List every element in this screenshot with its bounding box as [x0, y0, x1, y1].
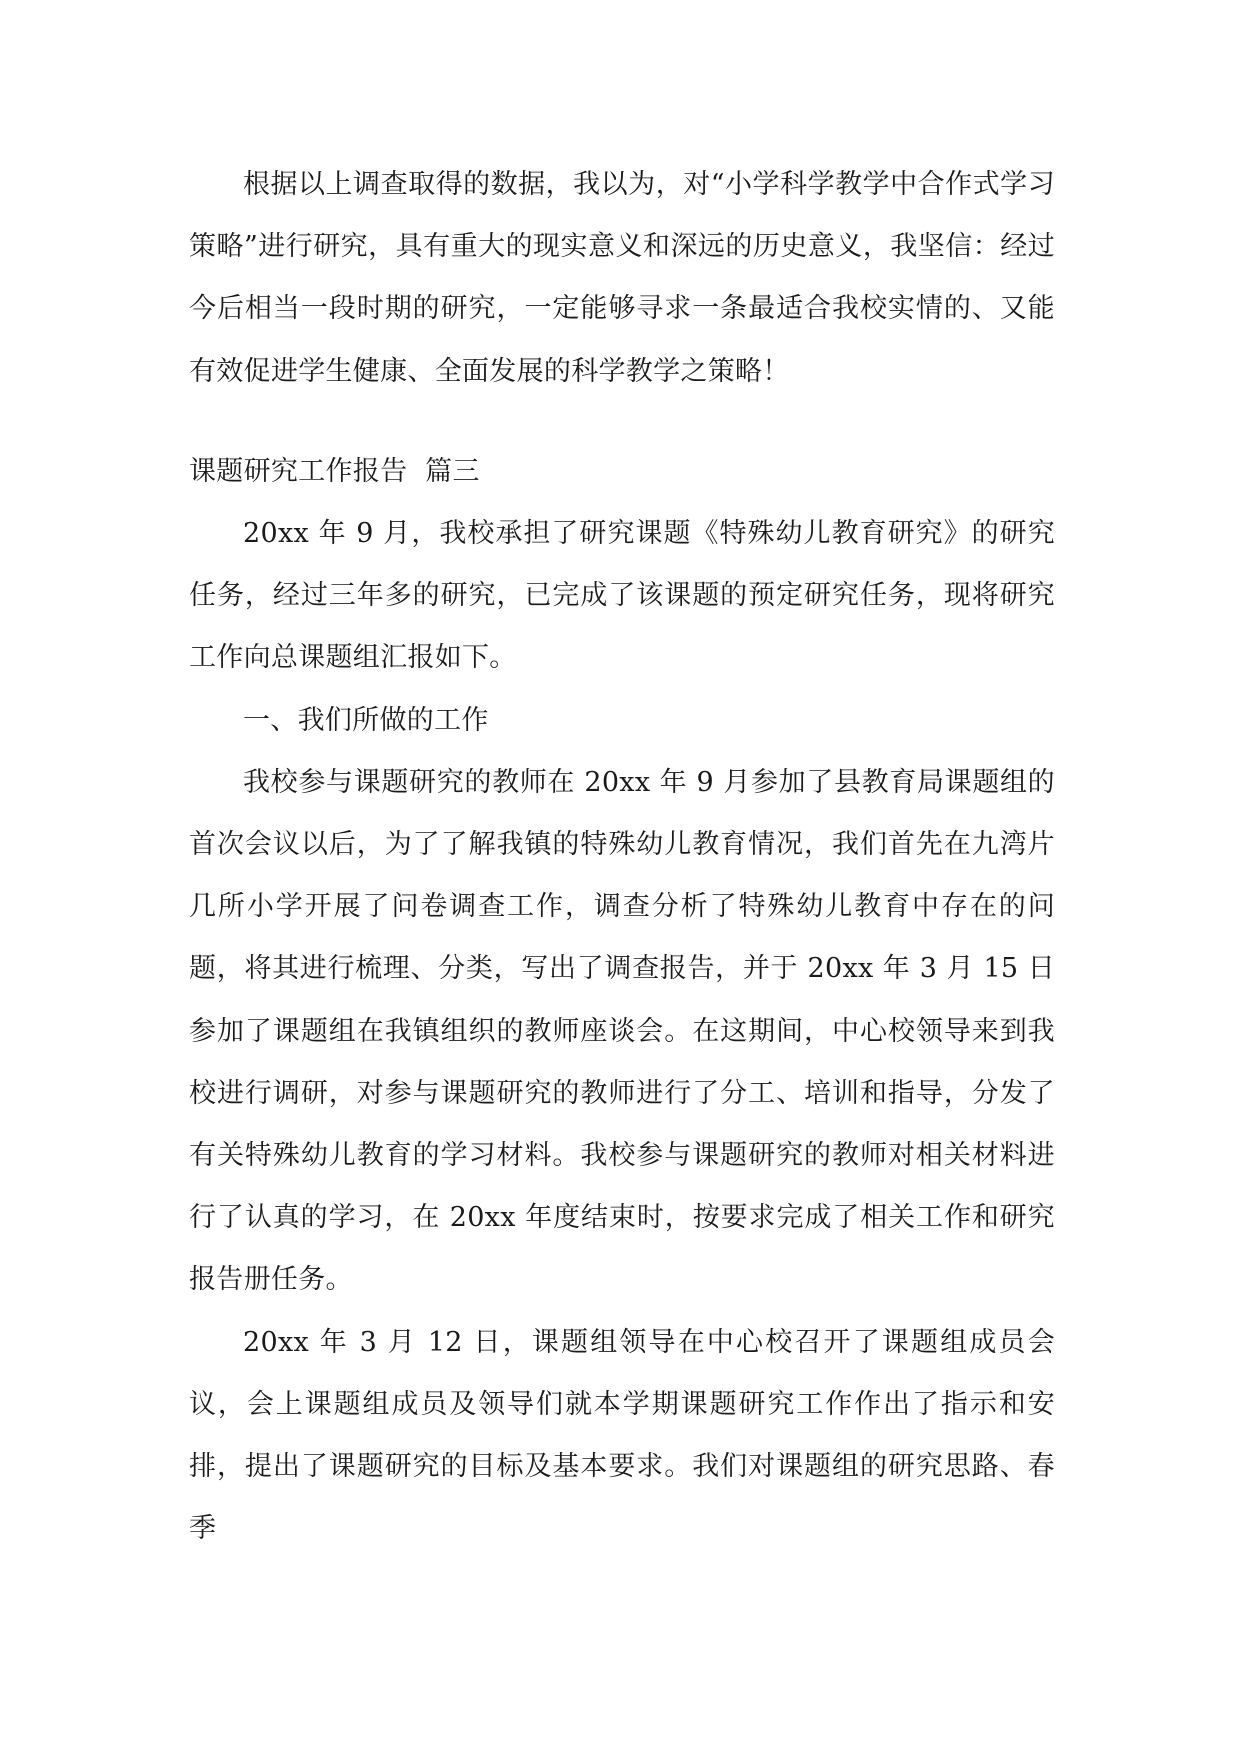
section-paragraph-2: 我校参与课题研究的教师在 20xx 年 9 月参加了县教育局课题组的首次会议以后，为了了解我镇的特殊幼儿教育情况，我们首先在九湾片几所小学开展了问卷调查工作，调查分析了特殊幼儿教育中存在的问题，将其进行梳理、分类，写出了调查报告，并于 20xx 年 3 月 15 日参加了课题组在我镇组织的教师座谈会。在这期间，中心校领导来到我校进行调研，对参与课题研究的教师进行了分工、培训和指导，分发了有关特殊幼儿教育的学习材料。我校参与课题研究的教师对相关材料进行了认真的学习，在 20xx 年度结束时，按要求完成了相关工作和研究报告册任务。: [189, 766, 1055, 1296]
section-heading: 课题研究工作报告 篇三: [189, 455, 480, 487]
intro-paragraph: 根据以上调查取得的数据，我以为，对“小学科学教学中合作式学习策略”进行研究，具有重大的现实意义和深远的历史意义，我坚信：经过今后相当一段时期的研究，一定能够寻求一条最适合我校实情的、又能有效促进学生健康、全面发展的科学教学之策略！: [189, 169, 1055, 387]
section-paragraph-3: 20xx 年 3 月 12 日，课题组领导在中心校召开了课题组成员会议，会上课题组成员及领导们就本学期课题研究工作作出了指示和安排，提出了课题研究的目标及基本要求。我们对课题组的研究思路、春季: [189, 1326, 1055, 1545]
section-paragraph-1: 20xx 年 9 月，我校承担了研究课题《特殊幼儿教育研究》的研究任务，经过三年多的研究，已完成了该课题的预定研究任务，现将研究工作向总课题组汇报如下。: [189, 518, 1055, 674]
subheading-work-done: 一、我们所做的工作: [243, 704, 489, 736]
document-body: [189, 154, 1055, 1560]
